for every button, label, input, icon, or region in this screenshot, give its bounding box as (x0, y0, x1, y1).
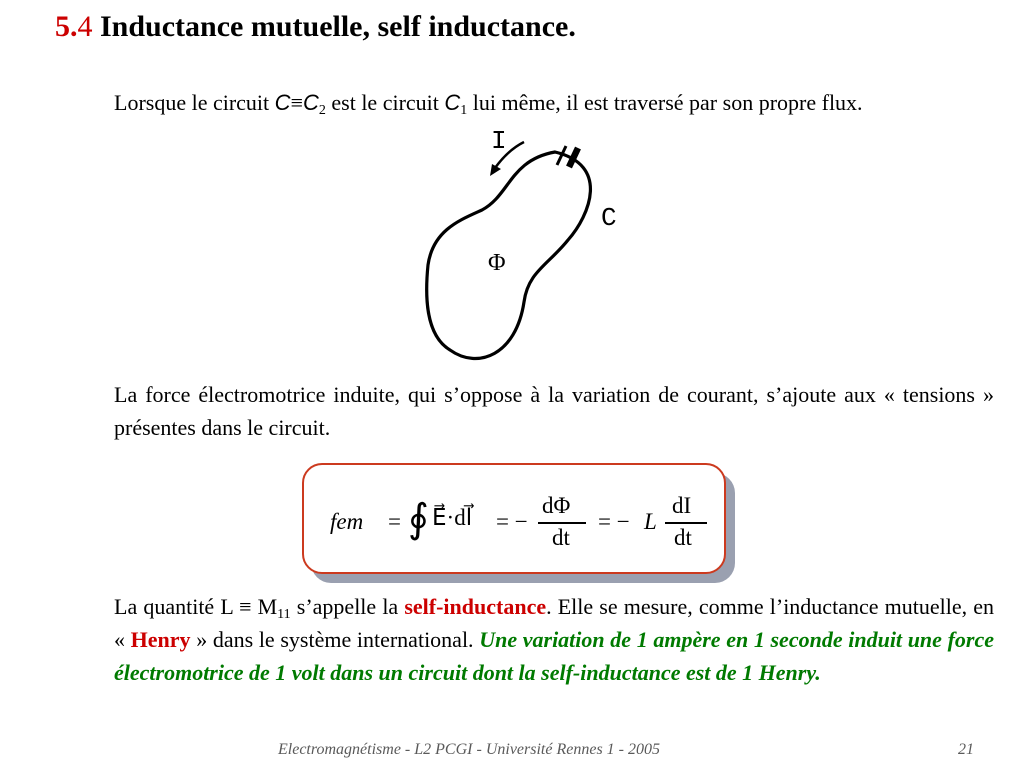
circuit-label: C (601, 203, 617, 233)
eq-contour-integral: ∮ (408, 496, 429, 541)
fem-equation (304, 465, 724, 572)
slide-title (55, 10, 576, 44)
current-label: I (491, 126, 507, 156)
paragraph-fem: La force électromotrice induite, qui s’oppose à la variation de courant, s’ajoute aux « tensions » présentes dans le circuit. (114, 382, 994, 440)
equation-box (302, 463, 726, 574)
paragraph-self-inductance: La quantité $L \equiv M_{11}$ s’appelle la self-inductance. Elle se mesure, comme l’inductance mutuelle, en « Henry » dans le système international. Une variation de 1 ampère en 1 seconde induit une force électromotrice de 1 volt dans un circuit dont la self-inductance est de 1 Henry. (114, 594, 994, 685)
eq-den-dt-1: dt (552, 525, 570, 550)
paragraph-intro: Lorsque le circuit $C\equiv C_2$ est le circuit $C_1$ lui même, il est traversé par son propre flux. (114, 90, 863, 118)
eq-equals-3: = − (598, 509, 630, 534)
eq-num-dphi: dΦ (542, 493, 571, 518)
henry-definition: Une variation de 1 ampère en 1 seconde induit une force électromotrice de 1 volt dans un circuit dont la self-inductance est de 1 Henry. (114, 627, 994, 685)
eq-fraction-bar-1 (538, 522, 586, 524)
eq-L: L (644, 509, 657, 534)
eq-equals-1: = (388, 509, 401, 534)
term-self-inductance: self-inductance (404, 594, 547, 619)
eq-equals-2: = − (496, 509, 528, 534)
section-number: 5.4 (55, 10, 93, 43)
circuit-loop (427, 152, 591, 359)
term-henry: Henry (130, 627, 191, 652)
generator-symbol (557, 146, 566, 165)
eq-fem: fem (330, 509, 364, 534)
generator-symbol-thick (569, 148, 578, 167)
eq-num-di: dI (672, 493, 692, 518)
footer-text: Electromagnétisme - L2 PCGI - Université Rennes 1 - 2005 (278, 741, 660, 758)
eq-fraction-bar-2 (665, 522, 707, 524)
current-arrow-head (490, 164, 501, 176)
title-text: Inductance mutuelle, self inductance. (100, 10, 576, 43)
current-arrow (495, 142, 524, 168)
flux-label: Φ (488, 250, 506, 276)
eq-den-dt-2: dt (674, 525, 692, 550)
eq-integrand: E⃗·dl⃗ (432, 505, 473, 530)
page-number: 21 (958, 741, 974, 758)
